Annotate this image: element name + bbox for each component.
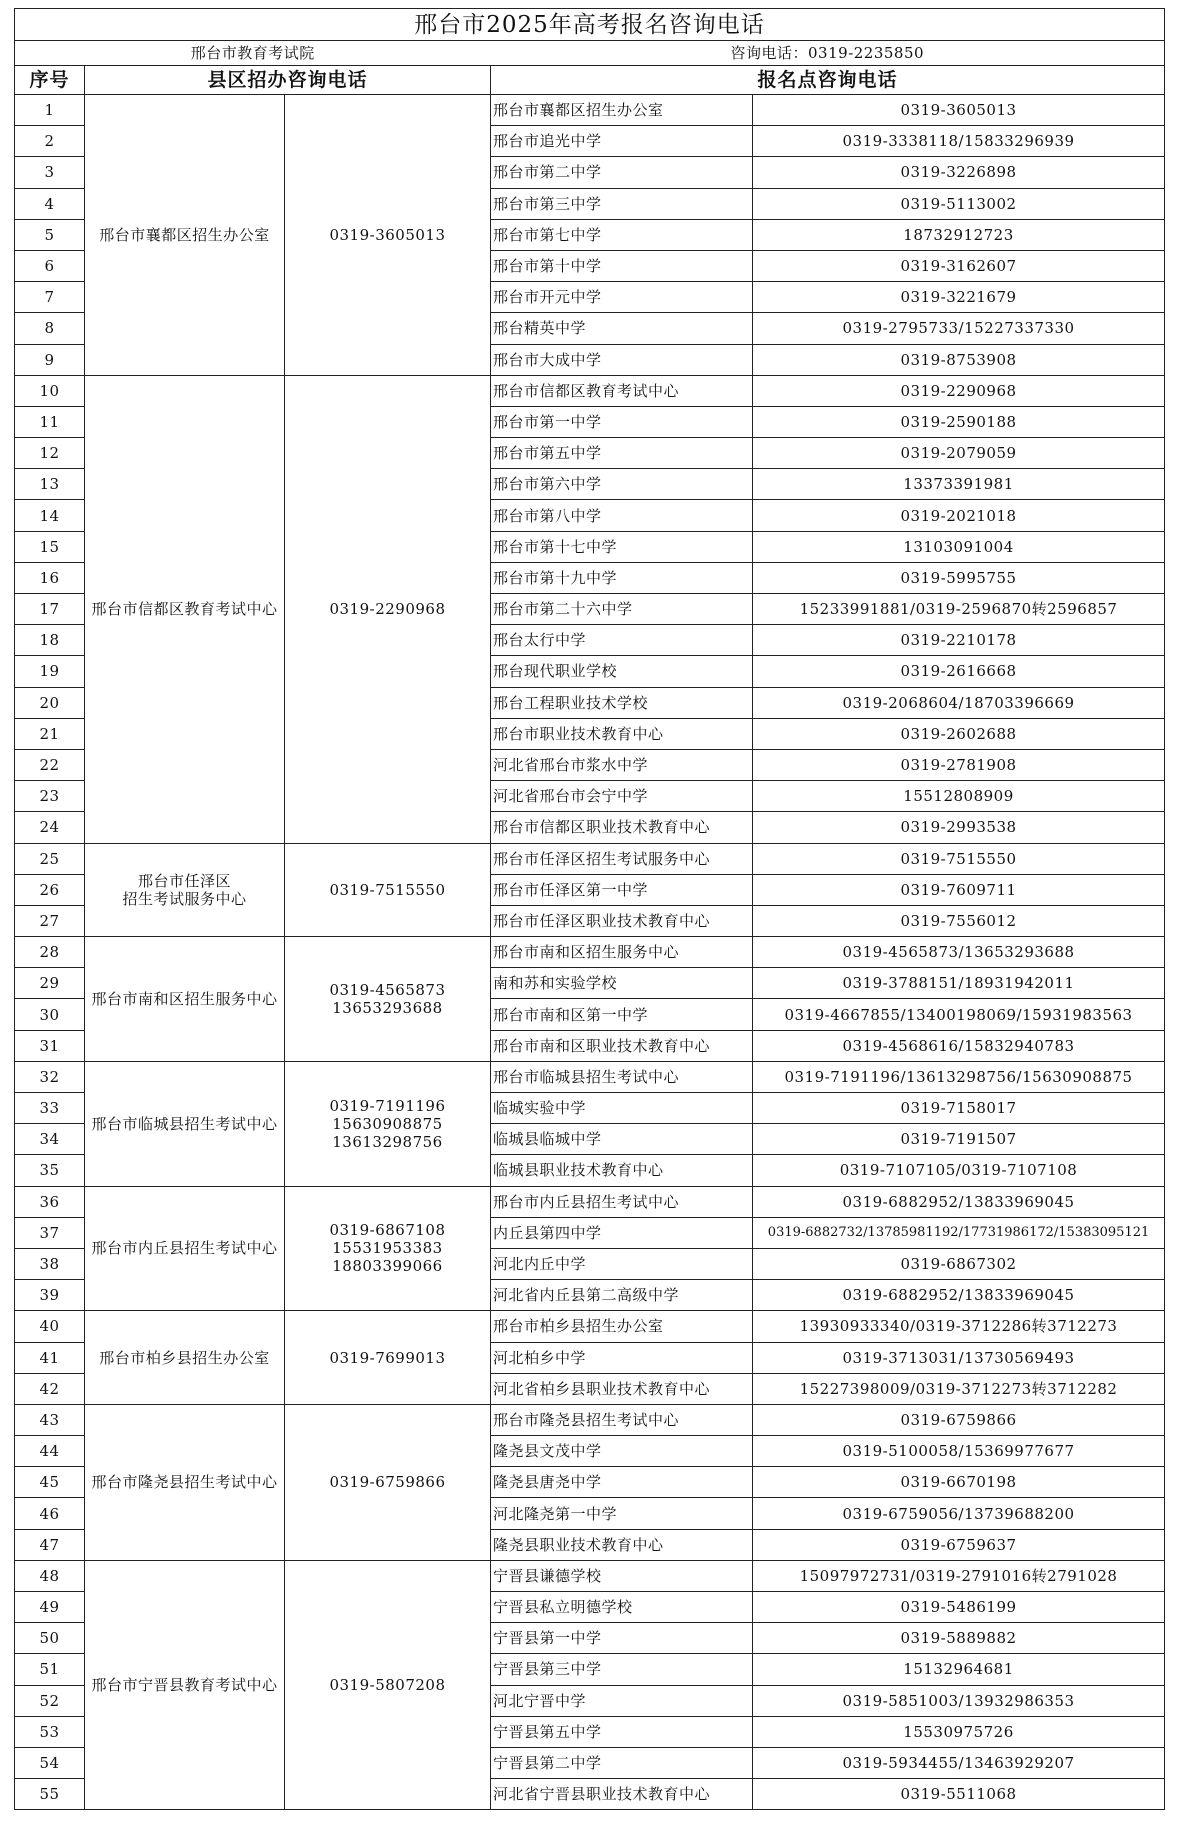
county-office-name: 邢台市临城县招生考试中心 <box>85 1061 285 1186</box>
county-office-phone: 0319-7699013 <box>285 1311 491 1405</box>
row-number: 27 <box>15 905 85 936</box>
county-office-phone: 0319-3605013 <box>285 95 491 376</box>
row-number: 34 <box>15 1124 85 1155</box>
site-phone: 0319-3221679 <box>753 282 1165 313</box>
row-number: 14 <box>15 500 85 531</box>
site-name: 宁晋县谦德学校 <box>491 1560 753 1591</box>
site-name: 邢台工程职业技术学校 <box>491 687 753 718</box>
site-name: 邢台市信都区教育考试中心 <box>491 375 753 406</box>
table-title: 邢台市2025年高考报名咨询电话 <box>15 9 1165 41</box>
site-phone: 0319-2616668 <box>753 656 1165 687</box>
header-no: 序号 <box>15 66 85 95</box>
site-phone: 0319-2781908 <box>753 749 1165 780</box>
row-number: 36 <box>15 1186 85 1217</box>
site-phone: 15530975726 <box>753 1716 1165 1747</box>
site-phone: 0319-6882732/13785981192/17731986172/15383095121 <box>753 1217 1165 1248</box>
row-number: 13 <box>15 469 85 500</box>
site-name: 邢台市隆尧县招生考试中心 <box>491 1404 753 1435</box>
table-row <box>15 1061 1165 1092</box>
site-phone: 0319-7609711 <box>753 874 1165 905</box>
row-number: 6 <box>15 250 85 281</box>
site-name: 邢台市第八中学 <box>491 500 753 531</box>
site-name: 邢台市任泽区第一中学 <box>491 874 753 905</box>
site-name: 邢台市内丘县招生考试中心 <box>491 1186 753 1217</box>
row-number: 4 <box>15 188 85 219</box>
county-office-phone: 0319-6759866 <box>285 1404 491 1560</box>
site-name: 邢台市第一中学 <box>491 406 753 437</box>
table-row <box>15 1404 1165 1435</box>
site-phone: 0319-3338118/15833296939 <box>753 126 1165 157</box>
site-phone: 0319-2210178 <box>753 625 1165 656</box>
row-number: 33 <box>15 1093 85 1124</box>
site-phone: 15097972731/0319-2791016转2791028 <box>753 1560 1165 1591</box>
site-name: 邢台市第十九中学 <box>491 562 753 593</box>
site-name: 邢台市第二中学 <box>491 157 753 188</box>
row-number: 49 <box>15 1592 85 1623</box>
row-number: 31 <box>15 1030 85 1061</box>
site-name: 宁晋县私立明德学校 <box>491 1592 753 1623</box>
county-office-name: 邢台市内丘县招生考试中心 <box>85 1186 285 1311</box>
site-phone: 13103091004 <box>753 531 1165 562</box>
site-name: 邢台市南和区第一中学 <box>491 999 753 1030</box>
header-site: 报名点咨询电话 <box>491 66 1165 95</box>
site-name: 河北柏乡中学 <box>491 1342 753 1373</box>
table-row <box>15 1311 1165 1342</box>
site-phone: 0319-6867302 <box>753 1248 1165 1279</box>
table-row <box>15 1186 1165 1217</box>
county-office-name: 邢台市柏乡县招生办公室 <box>85 1311 285 1405</box>
row-number: 17 <box>15 594 85 625</box>
table-row <box>15 937 1165 968</box>
row-number: 10 <box>15 375 85 406</box>
county-office-phone: 0319-6867108 15531953383 18803399066 <box>285 1186 491 1311</box>
county-office-name: 邢台市信都区教育考试中心 <box>85 375 285 843</box>
site-name: 邢台市柏乡县招生办公室 <box>491 1311 753 1342</box>
county-office-name: 邢台市任泽区 招生考试服务中心 <box>85 843 285 937</box>
site-phone: 0319-3605013 <box>753 95 1165 126</box>
site-name: 宁晋县第三中学 <box>491 1654 753 1685</box>
site-phone: 0319-6759637 <box>753 1529 1165 1560</box>
site-phone: 0319-7158017 <box>753 1093 1165 1124</box>
row-number: 28 <box>15 937 85 968</box>
row-number: 18 <box>15 625 85 656</box>
site-name: 宁晋县第一中学 <box>491 1623 753 1654</box>
site-name: 内丘县第四中学 <box>491 1217 753 1248</box>
table-row <box>15 95 1165 126</box>
row-number: 24 <box>15 812 85 843</box>
contact-sheet <box>14 8 1164 1810</box>
site-phone: 0319-2590188 <box>753 406 1165 437</box>
site-name: 河北省内丘县第二高级中学 <box>491 1280 753 1311</box>
site-phone: 0319-5851003/13932986353 <box>753 1685 1165 1716</box>
row-number: 22 <box>15 749 85 780</box>
table-row <box>15 1560 1165 1591</box>
site-name: 邢台市襄都区招生办公室 <box>491 95 753 126</box>
site-phone: 13373391981 <box>753 469 1165 500</box>
row-number: 15 <box>15 531 85 562</box>
row-number: 1 <box>15 95 85 126</box>
site-phone: 15132964681 <box>753 1654 1165 1685</box>
row-number: 21 <box>15 718 85 749</box>
table-row <box>15 843 1165 874</box>
site-name: 宁晋县第五中学 <box>491 1716 753 1747</box>
row-number: 38 <box>15 1248 85 1279</box>
site-name: 临城县职业技术教育中心 <box>491 1155 753 1186</box>
site-phone: 0319-6882952/13833969045 <box>753 1186 1165 1217</box>
site-name: 邢台现代职业学校 <box>491 656 753 687</box>
row-number: 20 <box>15 687 85 718</box>
site-name: 邢台市第十七中学 <box>491 531 753 562</box>
site-phone: 0319-2795733/15227337330 <box>753 313 1165 344</box>
site-name: 邢台市信都区职业技术教育中心 <box>491 812 753 843</box>
site-name: 邢台市大成中学 <box>491 344 753 375</box>
row-number: 35 <box>15 1155 85 1186</box>
site-name: 邢台市南和区职业技术教育中心 <box>491 1030 753 1061</box>
site-name: 河北省邢台市浆水中学 <box>491 749 753 780</box>
row-number: 53 <box>15 1716 85 1747</box>
row-number: 26 <box>15 874 85 905</box>
row-number: 9 <box>15 344 85 375</box>
site-name: 河北宁晋中学 <box>491 1685 753 1716</box>
site-name: 邢台市开元中学 <box>491 282 753 313</box>
site-phone: 0319-4667855/13400198069/15931983563 <box>753 999 1165 1030</box>
consult-line <box>491 41 1165 66</box>
site-name: 隆尧县唐尧中学 <box>491 1467 753 1498</box>
table-row <box>15 375 1165 406</box>
site-phone: 0319-5511068 <box>753 1779 1165 1810</box>
row-number: 29 <box>15 968 85 999</box>
row-number: 11 <box>15 406 85 437</box>
site-phone: 0319-3226898 <box>753 157 1165 188</box>
site-name: 邢台市第六中学 <box>491 469 753 500</box>
header-county: 县区招办咨询电话 <box>85 66 491 95</box>
site-phone: 0319-5934455/13463929207 <box>753 1747 1165 1778</box>
county-office-name: 邢台市襄都区招生办公室 <box>85 95 285 376</box>
row-number: 44 <box>15 1436 85 1467</box>
site-name: 南和苏和实验学校 <box>491 968 753 999</box>
row-number: 12 <box>15 438 85 469</box>
row-number: 42 <box>15 1373 85 1404</box>
site-phone: 0319-7191507 <box>753 1124 1165 1155</box>
site-phone: 0319-3788151/18931942011 <box>753 968 1165 999</box>
row-number: 51 <box>15 1654 85 1685</box>
site-phone: 0319-4568616/15832940783 <box>753 1030 1165 1061</box>
site-phone: 0319-6759056/13739688200 <box>753 1498 1165 1529</box>
row-number: 54 <box>15 1747 85 1778</box>
row-number: 37 <box>15 1217 85 1248</box>
site-name: 河北省柏乡县职业技术教育中心 <box>491 1373 753 1404</box>
row-number: 46 <box>15 1498 85 1529</box>
row-number: 19 <box>15 656 85 687</box>
site-phone: 0319-2079059 <box>753 438 1165 469</box>
site-name: 邢台市南和区招生服务中心 <box>491 937 753 968</box>
row-number: 47 <box>15 1529 85 1560</box>
county-office-name: 邢台市隆尧县招生考试中心 <box>85 1404 285 1560</box>
site-phone: 0319-2290968 <box>753 375 1165 406</box>
site-phone: 0319-8753908 <box>753 344 1165 375</box>
site-name: 河北内丘中学 <box>491 1248 753 1279</box>
site-phone: 0319-3162607 <box>753 250 1165 281</box>
county-office-phone: 0319-2290968 <box>285 375 491 843</box>
site-name: 临城实验中学 <box>491 1093 753 1124</box>
site-name: 邢台市第三中学 <box>491 188 753 219</box>
site-name: 邢台市第二十六中学 <box>491 594 753 625</box>
site-phone: 15512808909 <box>753 781 1165 812</box>
site-phone: 15227398009/0319-3712273转3712282 <box>753 1373 1165 1404</box>
site-phone: 0319-5113002 <box>753 188 1165 219</box>
site-name: 邢台市第七中学 <box>491 219 753 250</box>
site-phone: 0319-7556012 <box>753 905 1165 936</box>
site-phone: 0319-7515550 <box>753 843 1165 874</box>
site-name: 邢台市追光中学 <box>491 126 753 157</box>
site-phone: 0319-5995755 <box>753 562 1165 593</box>
row-number: 32 <box>15 1061 85 1092</box>
row-number: 8 <box>15 313 85 344</box>
site-phone: 0319-2993538 <box>753 812 1165 843</box>
row-number: 25 <box>15 843 85 874</box>
row-number: 5 <box>15 219 85 250</box>
row-number: 40 <box>15 1311 85 1342</box>
site-name: 邢台市临城县招生考试中心 <box>491 1061 753 1092</box>
site-name: 河北省宁晋县职业技术教育中心 <box>491 1779 753 1810</box>
site-phone: 0319-3713031/13730569493 <box>753 1342 1165 1373</box>
site-phone: 0319-5100058/15369977677 <box>753 1436 1165 1467</box>
site-phone: 18732912723 <box>753 219 1165 250</box>
site-name: 邢台太行中学 <box>491 625 753 656</box>
site-phone: 0319-7107105/0319-7107108 <box>753 1155 1165 1186</box>
county-office-phone: 0319-7191196 15630908875 13613298756 <box>285 1061 491 1186</box>
site-name: 邢台市任泽区招生考试服务中心 <box>491 843 753 874</box>
row-number: 52 <box>15 1685 85 1716</box>
site-name: 河北隆尧第一中学 <box>491 1498 753 1529</box>
site-name: 邢台精英中学 <box>491 313 753 344</box>
org-name: 邢台市教育考试院 <box>15 41 491 66</box>
site-name: 隆尧县职业技术教育中心 <box>491 1529 753 1560</box>
site-name: 邢台市第十中学 <box>491 250 753 281</box>
county-office-phone: 0319-7515550 <box>285 843 491 937</box>
row-number: 3 <box>15 157 85 188</box>
consult-phone: 0319-2235850 <box>808 44 925 62</box>
site-name: 邢台市第五中学 <box>491 438 753 469</box>
county-office-phone: 0319-4565873 13653293688 <box>285 937 491 1062</box>
row-number: 48 <box>15 1560 85 1591</box>
row-number: 39 <box>15 1280 85 1311</box>
row-number: 7 <box>15 282 85 313</box>
row-number: 43 <box>15 1404 85 1435</box>
county-office-name: 邢台市宁晋县教育考试中心 <box>85 1560 285 1810</box>
site-phone: 0319-6882952/13833969045 <box>753 1280 1165 1311</box>
row-number: 16 <box>15 562 85 593</box>
site-name: 河北省邢台市会宁中学 <box>491 781 753 812</box>
row-number: 30 <box>15 999 85 1030</box>
site-phone: 0319-2068604/18703396669 <box>753 687 1165 718</box>
site-name: 邢台市职业技术教育中心 <box>491 718 753 749</box>
site-phone: 0319-4565873/13653293688 <box>753 937 1165 968</box>
site-phone: 13930933340/0319-3712286转3712273 <box>753 1311 1165 1342</box>
site-phone: 0319-7191196/13613298756/15630908875 <box>753 1061 1165 1092</box>
site-name: 宁晋县第二中学 <box>491 1747 753 1778</box>
row-number: 50 <box>15 1623 85 1654</box>
site-phone: 0319-6670198 <box>753 1467 1165 1498</box>
site-name: 临城县临城中学 <box>491 1124 753 1155</box>
site-phone: 15233991881/0319-2596870转2596857 <box>753 594 1165 625</box>
row-number: 2 <box>15 126 85 157</box>
row-number: 41 <box>15 1342 85 1373</box>
site-phone: 0319-6759866 <box>753 1404 1165 1435</box>
county-office-phone: 0319-5807208 <box>285 1560 491 1810</box>
row-number: 45 <box>15 1467 85 1498</box>
site-phone: 0319-5889882 <box>753 1623 1165 1654</box>
site-phone: 0319-5486199 <box>753 1592 1165 1623</box>
consult-label: 咨询电话： <box>730 44 809 62</box>
site-phone: 0319-2021018 <box>753 500 1165 531</box>
row-number: 23 <box>15 781 85 812</box>
site-name: 邢台市任泽区职业技术教育中心 <box>491 905 753 936</box>
row-number: 55 <box>15 1779 85 1810</box>
phone-table <box>14 8 1165 1810</box>
site-phone: 0319-2602688 <box>753 718 1165 749</box>
county-office-name: 邢台市南和区招生服务中心 <box>85 937 285 1062</box>
site-name: 隆尧县文茂中学 <box>491 1436 753 1467</box>
